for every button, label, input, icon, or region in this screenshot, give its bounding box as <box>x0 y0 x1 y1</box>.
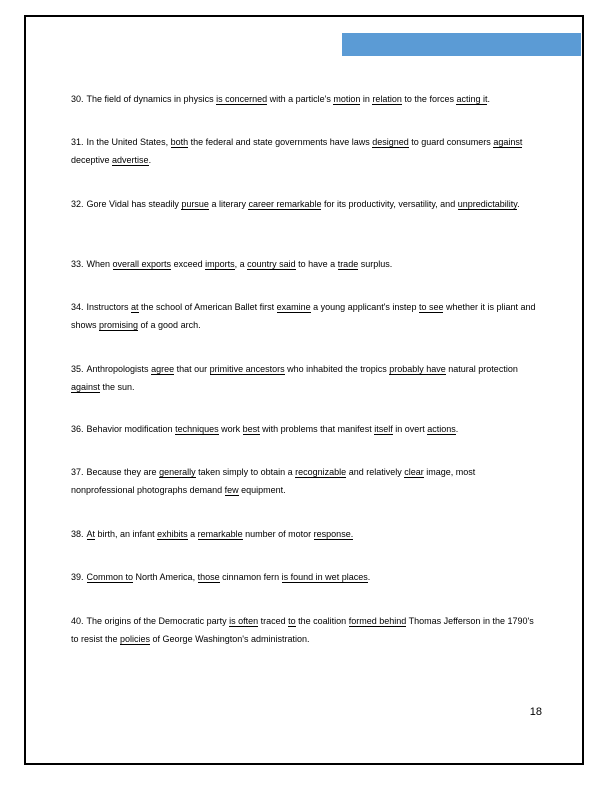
underlined-phrase: at <box>131 302 139 312</box>
question-31 <box>71 133 541 169</box>
question-30 <box>71 90 541 108</box>
sentence-text: When <box>86 259 113 269</box>
underlined-phrase: career remarkable <box>248 199 322 209</box>
question-number: 40. <box>71 616 84 626</box>
underlined-phrase: formed behind <box>348 616 407 626</box>
underlined-phrase: to <box>288 616 296 626</box>
underlined-phrase: itself <box>374 424 393 434</box>
underlined-phrase: recognizable <box>295 467 347 477</box>
underlined-phrase: clear <box>404 467 424 477</box>
underlined-phrase: relation <box>372 94 402 104</box>
sentence-text: in <box>360 94 373 104</box>
sentence-text: whether it is pliant and shows <box>71 302 536 330</box>
underlined-phrase: advertise <box>112 155 149 165</box>
underlined-phrase: exhibits <box>157 529 188 539</box>
underlined-phrase: best <box>242 424 260 434</box>
sentence-text: North America, <box>133 572 198 582</box>
question-number: 33. <box>71 259 84 269</box>
sentence-text: a young applicant's instep <box>310 302 419 312</box>
sentence-text: Behavior modification <box>86 424 176 434</box>
question-40 <box>71 612 541 648</box>
sentence-text: exceed <box>171 259 206 269</box>
question-number: 34. <box>71 302 84 312</box>
sentence-text: of a good arch. <box>138 320 201 330</box>
underlined-phrase: Common to <box>86 572 134 582</box>
sentence-text: with a particle's <box>267 94 334 104</box>
sentence-text: traced <box>258 616 289 626</box>
underlined-phrase: At <box>86 529 96 539</box>
question-37 <box>71 463 541 499</box>
sentence-text: a <box>187 529 198 539</box>
sentence-text: Anthropologists <box>86 364 152 374</box>
underlined-phrase: acting it <box>456 94 488 104</box>
sentence-text: . <box>517 199 520 209</box>
underlined-phrase: both <box>170 137 189 147</box>
sentence-text: taken simply to obtain a <box>195 467 296 477</box>
sentence-text: The origins of the Democratic party <box>86 616 230 626</box>
underlined-phrase: policies <box>120 634 151 644</box>
underlined-phrase: techniques <box>175 424 219 434</box>
sentence-text: In the United States, <box>86 137 171 147</box>
underlined-phrase: those <box>197 572 220 582</box>
question-number: 32. <box>71 199 84 209</box>
sentence-text: natural protection <box>445 364 518 374</box>
sentence-text: to have a <box>295 259 338 269</box>
sentence-text: Because they are <box>86 467 160 477</box>
question-number: 38. <box>71 529 84 539</box>
sentence-text: Gore Vidal has steadily <box>86 199 182 209</box>
underlined-phrase: probably have <box>389 364 446 374</box>
sentence-text: . <box>367 572 371 582</box>
underlined-phrase: response. <box>313 529 354 539</box>
sentence-text: . <box>455 424 459 434</box>
sentence-text: . <box>148 155 152 165</box>
question-39 <box>71 568 541 586</box>
sentence-text: image, most nonprofessional photographs demand <box>71 467 476 495</box>
underlined-phrase: motion <box>333 94 361 104</box>
underlined-phrase: trade <box>337 259 359 269</box>
underlined-phrase: few <box>224 485 239 495</box>
sentence-text: equipment. <box>238 485 286 495</box>
sentence-text: the coalition <box>295 616 349 626</box>
sentence-text: that our <box>174 364 210 374</box>
sentence-text: and relatively <box>346 467 405 477</box>
underlined-phrase: is often <box>229 616 259 626</box>
question-number: 36. <box>71 424 84 434</box>
underlined-phrase: remarkable <box>197 529 243 539</box>
underlined-phrase: pursue <box>181 199 209 209</box>
sentence-text: Thomas Jefferson in the 1790's to resist the <box>71 616 534 644</box>
underlined-phrase: to see <box>418 302 444 312</box>
sentence-text: to the forces <box>401 94 457 104</box>
sentence-text: number of motor <box>242 529 314 539</box>
page-number: 18 <box>529 706 542 718</box>
sentence-text: the federal and state governments have laws <box>188 137 373 147</box>
underlined-phrase: agree <box>151 364 175 374</box>
sentence-text: , a <box>234 259 248 269</box>
underlined-phrase: country said <box>247 259 296 269</box>
sentence-text: the sun. <box>100 382 135 392</box>
underlined-phrase: against <box>71 382 101 392</box>
sentence-text: in overt <box>392 424 428 434</box>
underlined-phrase: unpredictability <box>457 199 518 209</box>
question-number: 37. <box>71 467 84 477</box>
underlined-phrase: generally <box>159 467 196 477</box>
underlined-phrase: primitive ancestors <box>209 364 285 374</box>
sentence-text: work <box>218 424 243 434</box>
sentence-text: deceptive <box>71 155 113 165</box>
sentence-text: of George Washington's administration. <box>150 634 310 644</box>
sentence-text: to guard consumers <box>408 137 494 147</box>
underlined-phrase: is found in wet places <box>281 572 368 582</box>
question-35 <box>71 360 541 396</box>
question-38 <box>71 525 541 543</box>
underlined-phrase: against <box>493 137 523 147</box>
sentence-text: cinnamon fern <box>219 572 282 582</box>
sentence-text: surplus. <box>358 259 393 269</box>
underlined-phrase: promising <box>99 320 139 330</box>
underlined-phrase: designed <box>372 137 409 147</box>
question-number: 39. <box>71 572 84 582</box>
sentence-text: with problems that manifest <box>259 424 375 434</box>
sentence-text: Instructors <box>86 302 132 312</box>
sentence-text: The field of dynamics in physics <box>86 94 217 104</box>
sentence-text: for its productivity, versatility, and <box>321 199 458 209</box>
sentence-text: the school of American Ballet first <box>138 302 277 312</box>
question-number: 31. <box>71 137 84 147</box>
question-36 <box>71 420 541 438</box>
sentence-text: who inhabited the tropics <box>284 364 390 374</box>
underlined-phrase: overall exports <box>112 259 172 269</box>
question-number: 30. <box>71 94 84 104</box>
question-32 <box>71 195 541 213</box>
underlined-phrase: imports <box>205 259 235 269</box>
underlined-phrase: examine <box>276 302 311 312</box>
sentence-text: . <box>487 94 490 104</box>
underlined-phrase: actions <box>427 424 456 434</box>
question-number: 35. <box>71 364 84 374</box>
header-accent-bar <box>342 33 581 56</box>
question-33 <box>71 255 541 273</box>
question-34 <box>71 298 541 334</box>
sentence-text: a literary <box>208 199 249 209</box>
underlined-phrase: is concerned <box>216 94 268 104</box>
sentence-text: birth, an infant <box>95 529 158 539</box>
